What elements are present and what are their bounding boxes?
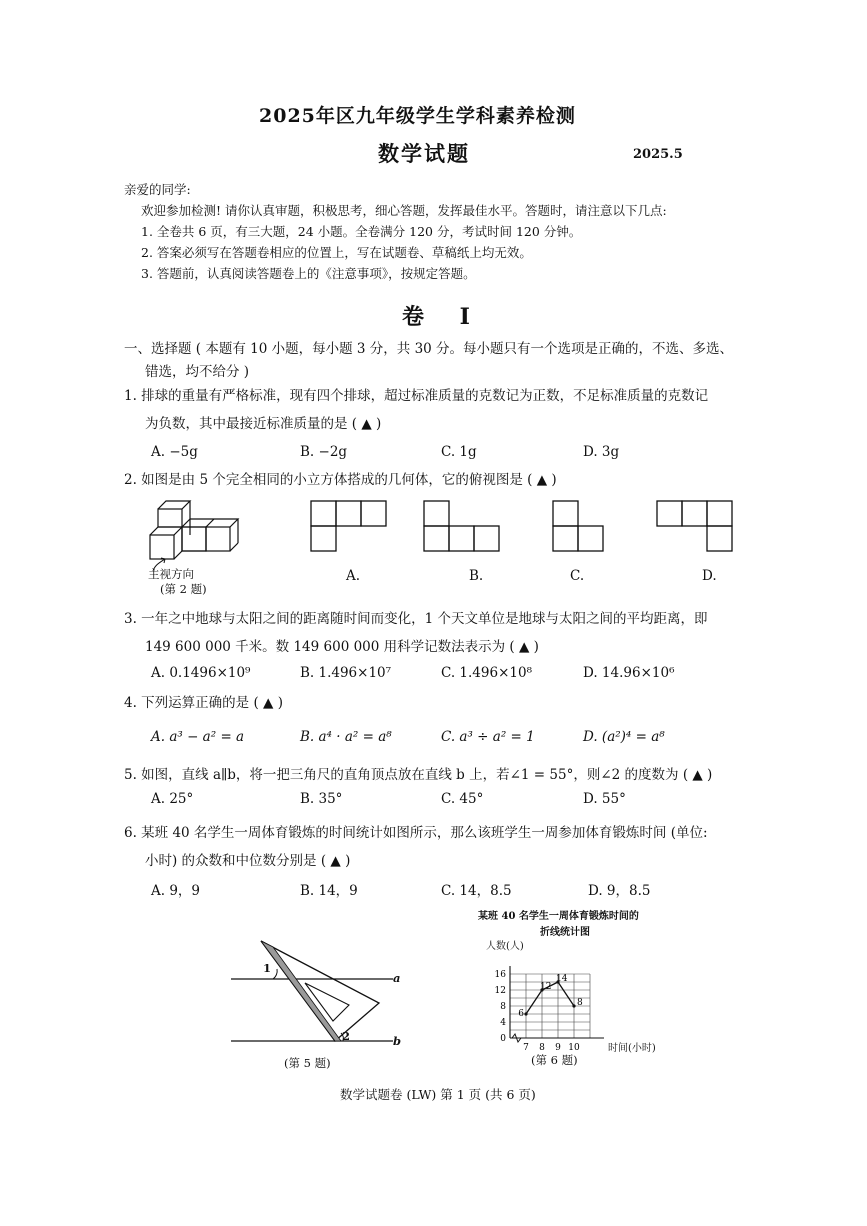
q5-angle-2-label: 2 <box>342 1029 351 1043</box>
q1-option-d: D. 3g <box>583 444 620 460</box>
chart-x-tick-label: 8 <box>539 1043 545 1053</box>
q5-option-b: B. 35° <box>300 791 343 807</box>
chart-y-tick-label: 16 <box>494 970 506 980</box>
chart-y-tick-label: 0 <box>500 1034 506 1044</box>
chart-title: 某班 40 名学生一周体育锻炼时间的 <box>478 911 639 922</box>
q5-option-a: A. 25° <box>151 791 194 807</box>
chart-data-label: 6 <box>518 1009 524 1019</box>
q2-cube-figure <box>145 493 245 568</box>
q6-option-d: D. 9，8.5 <box>588 883 651 899</box>
q6-text-line1: 6. 某班 40 名学生一周体育锻炼的时间统计如图所示，那么该班学生一周参加体育锻炼时间 (单位: <box>124 825 708 841</box>
q3-text-line1: 3. 一年之中地球与太阳之间的距离随时间而变化，1 个天文单位是地球与太阳之间的平均距离，即 <box>124 611 708 627</box>
welcome-text: 欢迎参加检测! 请你认真审题，积极思考，细心答题，发挥最佳水平。答题时，请注意以下几点: <box>141 203 667 218</box>
q4-option-d: D. (a²)⁴ = a⁸ <box>583 729 665 745</box>
q4-text: 4. 下列运算正确的是 ( ▲ ) <box>124 695 283 711</box>
q2-text: 2. 如图是由 5 个完全相同的小立方体搭成的几何体，它的俯视图是 ( ▲ ) <box>124 472 557 488</box>
exam-title: 2025年区九年级学生学科素养检测 <box>259 105 576 127</box>
exam-subtitle: 数学试题 <box>378 141 470 166</box>
q3-option-d: D. 14.96×10⁶ <box>583 665 675 681</box>
chart-data-label: 8 <box>577 998 583 1008</box>
q3-option-b: B. 1.496×10⁷ <box>300 665 392 681</box>
q2-option-b: B. <box>469 568 484 584</box>
q6-line-chart <box>480 950 620 1053</box>
chart-data-label: 14 <box>556 974 568 984</box>
chart-x-tick-label: 7 <box>523 1043 529 1053</box>
chart-subtitle: 折线统计图 <box>540 927 590 938</box>
chart-data-point <box>524 1012 527 1015</box>
q4-option-a: A. a³ − a² = a <box>151 729 245 745</box>
section-heading-line1: 一、选择题 ( 本题有 10 小题，每小题 3 分，共 30 分。每小题只有一个选项是正确的，不选、多选、 <box>124 341 734 357</box>
q1-text-line2: 为负数，其中最接近标准质量的是 ( ▲ ) <box>145 416 382 432</box>
q6-text-line2: 小时) 的众数和中位数分别是 ( ▲ ) <box>145 853 351 869</box>
q3-text-line2: 149 600 000 千米。数 149 600 000 用科学记数法表示为 ( ▲ ) <box>145 639 539 655</box>
q4-option-b: B. a⁴ · a² = a⁸ <box>300 729 392 745</box>
greeting: 亲爱的同学: <box>124 182 191 197</box>
q5-figure-caption: (第 5 题) <box>284 1056 331 1070</box>
q2-option-b-shape <box>423 500 501 552</box>
q2-option-d: D. <box>702 568 717 584</box>
chart-y-tick-label: 8 <box>500 1002 506 1012</box>
chart-x-tick-label: 9 <box>555 1043 561 1053</box>
q2-figure-caption: (第 2 题) <box>160 582 207 596</box>
chart-data-label: 12 <box>540 982 552 992</box>
q5-angle-1-label: 1 <box>263 961 272 975</box>
q5-line-b-label: b <box>393 1034 402 1048</box>
exam-date: 2025.5 <box>633 147 683 162</box>
note-2: 2. 答案必须写在答题卷相应的位置上，写在试题卷、草稿纸上均无效。 <box>141 245 532 260</box>
q2-option-a-shape <box>310 500 388 552</box>
chart-y-tick-label: 12 <box>494 986 506 996</box>
q6-option-c: C. 14，8.5 <box>441 883 512 899</box>
q2-option-d-shape <box>656 500 734 552</box>
chart-x-tick-label: 10 <box>568 1043 580 1053</box>
q5-figure <box>225 935 415 1050</box>
q2-view-direction-label: 主视方向 <box>148 567 194 581</box>
q5-text: 5. 如图，直线 a∥b，将一把三角尺的直角顶点放在直线 b 上，若∠1 = 55°，则∠2 的度数为 ( ▲ ) <box>124 767 713 783</box>
q5-line-a-label: a <box>393 971 401 985</box>
section-heading-line2: 错选，均不给分 ) <box>145 364 250 380</box>
chart-caption: (第 6 题) <box>531 1053 578 1067</box>
q2-option-c-shape <box>552 500 605 552</box>
chart-data-point <box>572 1004 575 1007</box>
chart-y-tick-label: 4 <box>500 1018 506 1028</box>
q3-option-a: A. 0.1496×10⁹ <box>151 665 251 681</box>
q4-option-c: C. a³ ÷ a² = 1 <box>441 729 535 745</box>
q1-text-line1: 1. 排球的重量有严格标准，现有四个排球，超过标准质量的克数记为正数，不足标准质量的克数记 <box>124 388 709 404</box>
q1-option-b: B. −2g <box>300 444 348 460</box>
q5-option-c: C. 45° <box>441 791 484 807</box>
chart-y-axis-label: 人数(人) <box>486 941 524 952</box>
q2-option-c: C. <box>570 568 585 584</box>
chart-x-axis-label: 时间(小时) <box>608 1043 656 1054</box>
q2-option-a: A. <box>346 568 361 584</box>
q6-option-b: B. 14，9 <box>300 883 358 899</box>
q1-option-c: C. 1g <box>441 444 477 460</box>
note-3: 3. 答题前，认真阅读答题卷上的《注意事项》，按规定答题。 <box>141 266 476 281</box>
q6-option-a: A. 9，9 <box>151 883 201 899</box>
page-footer: 数学试题卷 (LW) 第 1 页 (共 6 页) <box>340 1087 536 1102</box>
q3-option-c: C. 1.496×10⁸ <box>441 665 532 681</box>
q1-option-a: A. −5g <box>151 444 198 460</box>
volume-heading: 卷 I <box>402 304 484 330</box>
note-1: 1. 全卷共 6 页，有三大题，24 小题。全卷满分 120 分，考试时间 120 分钟。 <box>141 224 582 239</box>
q5-option-d: D. 55° <box>583 791 626 807</box>
